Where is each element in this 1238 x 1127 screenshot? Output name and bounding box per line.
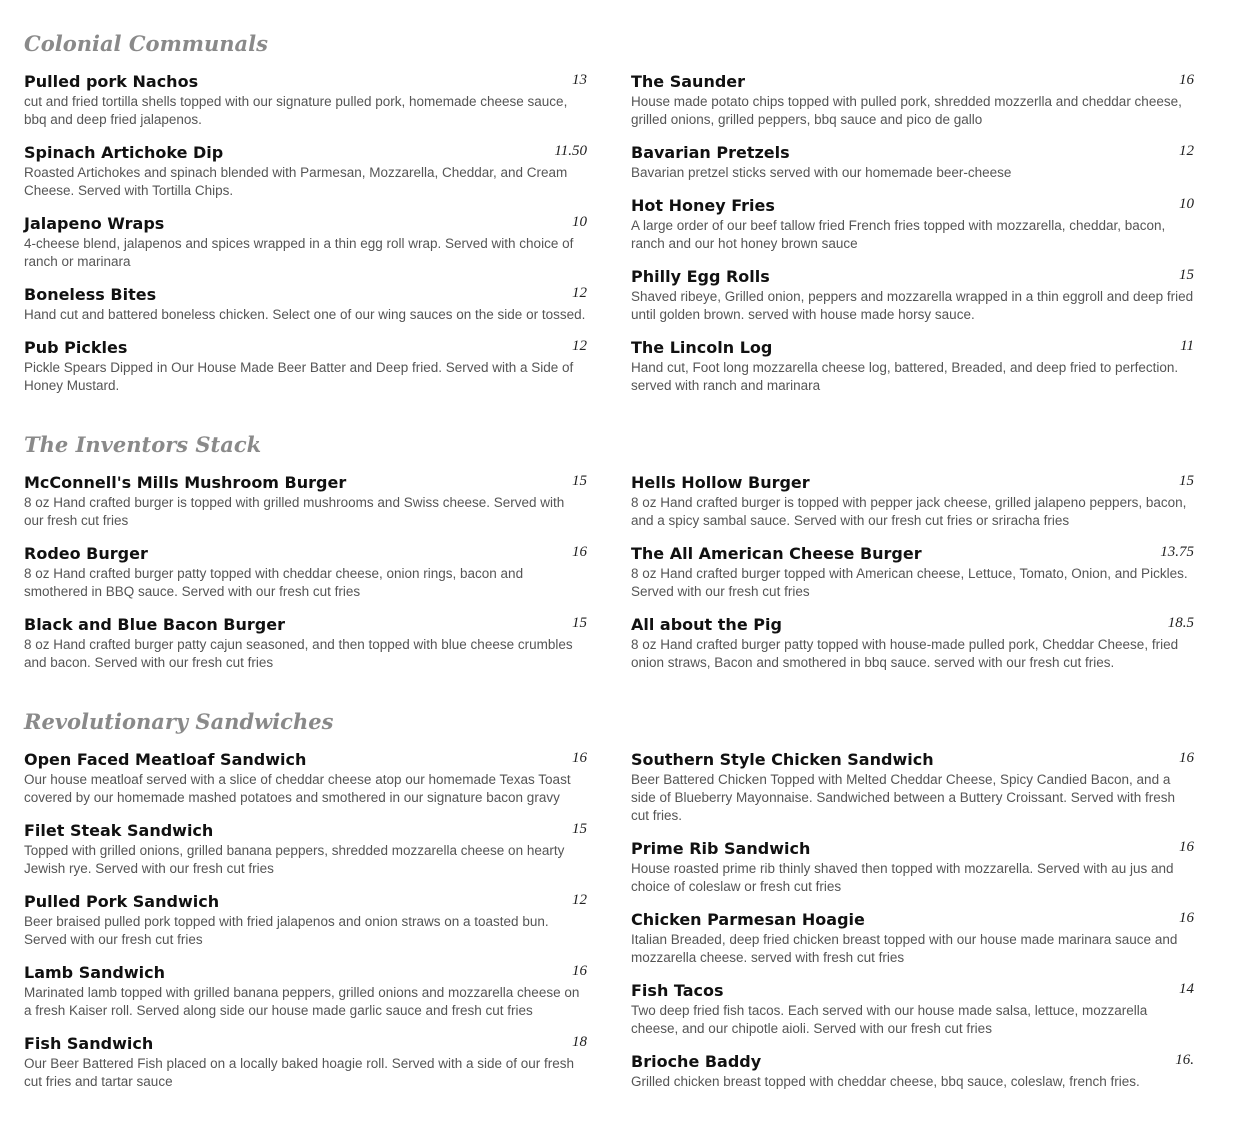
item-price: 15 — [1179, 267, 1194, 283]
item-price: 12 — [572, 285, 587, 301]
item-description: Marinated lamb topped with grilled banana peppers, grilled onions and mozzarella cheese on a fresh Kaiser roll. Served along side our house made garlic sauce and fresh cut fries — [24, 985, 580, 1018]
item-price: 15 — [572, 821, 587, 837]
item-description: 4-cheese blend, jalapenos and spices wrapped in a thin egg roll wrap. Served with choice of ranch or marinara — [24, 236, 574, 269]
item-name: McConnell's Mills Mushroom Burger — [24, 473, 347, 492]
item-description: Bavarian pretzel sticks served with our homemade beer-cheese — [631, 165, 1012, 180]
item-price: 12 — [1179, 143, 1194, 159]
item-price: 15 — [572, 615, 587, 631]
menu-item — [24, 750, 587, 807]
item-description: A large order of our beef tallow fried French fries topped with mozzarella, cheddar, bacon, ranch and our hot honey brown sauce — [631, 218, 1166, 251]
item-name: Fish Sandwich — [24, 1034, 154, 1053]
item-name: The Saunder — [631, 72, 746, 91]
item-description: Roasted Artichokes and spinach blended with Parmesan, Mozzarella, Cheddar, and Cream Cheese. Served with Tortilla Chips. — [24, 165, 568, 198]
item-name: All about the Pig — [631, 615, 782, 634]
item-price: 16 — [1179, 839, 1194, 855]
item-name: Open Faced Meatloaf Sandwich — [24, 750, 307, 769]
item-price: 13 — [572, 72, 587, 88]
item-price: 14 — [1179, 981, 1194, 997]
section-right-column — [631, 72, 1194, 409]
item-description: Shaved ribeye, Grilled onion, peppers and mozzarella wrapped in a thin eggroll and deep fried until golden brown. served with house made horsy sauce. — [631, 289, 1194, 322]
item-description: Italian Breaded, deep fried chicken breast topped with our house made marinara sauce and mozzarella cheese. served with fresh cut fries — [631, 932, 1178, 965]
item-price: 11 — [1180, 338, 1194, 354]
menu-section-colonial-communals — [24, 30, 1194, 409]
menu-item — [631, 981, 1194, 1038]
item-name: Philly Egg Rolls — [631, 267, 770, 286]
menu-item — [24, 72, 587, 129]
section-title: Revolutionary Sandwiches — [24, 709, 334, 734]
item-name: Jalapeno Wraps — [24, 214, 165, 233]
item-name: Pulled Pork Sandwich — [24, 892, 220, 911]
item-price: 16 — [1179, 910, 1194, 926]
item-price: 16 — [572, 544, 587, 560]
item-description: Pickle Spears Dipped in Our House Made Beer Batter and Deep fried. Served with a Side of Honey Mustard. — [24, 360, 574, 393]
item-name: The All American Cheese Burger — [631, 544, 922, 563]
section-left-column — [24, 750, 587, 1105]
section-right-column — [631, 750, 1194, 1105]
item-description: 8 oz Hand crafted burger patty topped with cheddar cheese, onion rings, bacon and smothered in BBQ sauce. Served with our fresh cut fries — [24, 566, 524, 599]
item-name: The Lincoln Log — [631, 338, 773, 357]
item-name: Pulled pork Nachos — [24, 72, 199, 91]
item-price: 16 — [1179, 750, 1194, 766]
item-name: Boneless Bites — [24, 285, 157, 304]
item-price: 16 — [1179, 72, 1194, 88]
section-left-column — [24, 72, 587, 409]
item-name: Spinach Artichoke Dip — [24, 143, 224, 162]
item-price: 10 — [1179, 196, 1194, 212]
item-description: Hand cut, Foot long mozzarella cheese log, battered, Breaded, and deep fried to perfection. served with ranch and marinara — [631, 360, 1179, 393]
item-description: Hand cut and battered boneless chicken. Select one of our wing sauces on the side or tossed. — [24, 307, 586, 322]
item-description: Our Beer Battered Fish placed on a locally baked hoagie roll. Served with a side of our fresh cut fries and tartar sauce — [24, 1056, 575, 1089]
menu-item — [24, 963, 587, 1020]
section-left-column — [24, 473, 587, 686]
item-name: Hot Honey Fries — [631, 196, 775, 215]
menu-item — [631, 143, 1194, 182]
menu-item — [631, 338, 1194, 395]
menu-item — [24, 473, 587, 530]
item-description: Beer Battered Chicken Topped with Melted Cheddar Cheese, Spicy Candied Bacon, and a side of Blueberry Mayonnaise. Sandwiched between a Buttery Croissant. Served with fresh cut fries. — [631, 772, 1176, 823]
menu-item — [24, 214, 587, 271]
item-description: House made potato chips topped with pulled pork, shredded mozzerlla and cheddar cheese, grilled onions, grilled peppers, bbq sauce and pico de gallo — [631, 94, 1182, 127]
menu-item — [24, 338, 587, 395]
item-price: 18.5 — [1167, 615, 1194, 631]
item-price: 12 — [572, 892, 587, 908]
section-right-column — [631, 473, 1194, 686]
item-price: 12 — [572, 338, 587, 354]
menu-section-revolutionary-sandwiches — [24, 708, 1194, 1105]
item-price: 16 — [572, 750, 587, 766]
item-name: Pub Pickles — [24, 338, 128, 357]
menu-item — [631, 615, 1194, 672]
item-description: Beer braised pulled pork topped with fried jalapenos and onion straws on a toasted bun. Served with our fresh cut fries — [24, 914, 549, 947]
item-name: Lamb Sandwich — [24, 963, 165, 982]
menu-item — [631, 473, 1194, 530]
item-description: cut and fried tortilla shells topped with our signature pulled pork, homemade cheese sauce, bbq and deep fried jalapenos. — [24, 94, 568, 127]
item-name: Prime Rib Sandwich — [631, 839, 811, 858]
item-price: 10 — [572, 214, 587, 230]
menu-item — [631, 72, 1194, 129]
item-description: Our house meatloaf served with a slice of cheddar cheese atop our homemade Texas Toast covered by our homemade mashed potatoes and smothered in our signature bacon gravy — [24, 772, 571, 805]
menu-item — [24, 143, 587, 200]
item-description: Two deep fried fish tacos. Each served with our house made salsa, lettuce, mozzarella cheese, and our chipotle aioli. Served with our fresh cut fries — [631, 1003, 1148, 1036]
item-description: 8 oz Hand crafted burger patty topped with house-made pulled pork, Cheddar Cheese, fried onion straws, Bacon and smothered in bbq sauce. served with our fresh cut fries. — [631, 637, 1179, 670]
item-name: Brioche Baddy — [631, 1052, 762, 1071]
menu-item — [631, 544, 1194, 601]
item-price: 15 — [1179, 473, 1194, 489]
menu-item — [631, 1052, 1194, 1091]
menu-page — [24, 30, 1194, 1127]
item-price: 13.75 — [1160, 544, 1194, 560]
menu-item — [24, 285, 587, 324]
item-name: Fish Tacos — [631, 981, 724, 1000]
item-price: 16. — [1175, 1052, 1194, 1068]
menu-item — [24, 892, 587, 949]
menu-section-inventors-stack — [24, 431, 1194, 686]
item-name: Southern Style Chicken Sandwich — [631, 750, 934, 769]
menu-item — [24, 821, 587, 878]
menu-item — [631, 750, 1194, 825]
menu-item — [24, 1034, 587, 1091]
menu-item — [24, 615, 587, 672]
item-price: 11.50 — [554, 143, 587, 159]
item-description: 8 oz Hand crafted burger is topped with pepper jack cheese, grilled jalapeno peppers, bacon, and a spicy sambal sauce. Served with our fresh cut fries or sriracha fries — [631, 495, 1187, 528]
item-price: 18 — [572, 1034, 587, 1050]
item-name: Black and Blue Bacon Burger — [24, 615, 285, 634]
item-name: Bavarian Pretzels — [631, 143, 790, 162]
menu-item — [631, 267, 1194, 324]
menu-item — [631, 910, 1194, 967]
menu-item — [631, 839, 1194, 896]
item-description: Grilled chicken breast topped with cheddar cheese, bbq sauce, coleslaw, french fries. — [631, 1074, 1140, 1089]
item-name: Filet Steak Sandwich — [24, 821, 214, 840]
item-price: 15 — [572, 473, 587, 489]
item-description: 8 oz Hand crafted burger patty cajun seasoned, and then topped with blue cheese crumbles and bacon. Served with our fresh cut fries — [24, 637, 573, 670]
menu-item — [24, 544, 587, 601]
item-description: 8 oz Hand crafted burger topped with American cheese, Lettuce, Tomato, Onion, and Pickles. Served with our fresh cut fries — [631, 566, 1188, 599]
item-name: Rodeo Burger — [24, 544, 148, 563]
item-name: Hells Hollow Burger — [631, 473, 810, 492]
menu-item — [631, 196, 1194, 253]
item-description: Topped with grilled onions, grilled banana peppers, shredded mozzarella cheese on hearty Jewish rye. Served with our fresh cut fries — [24, 843, 565, 876]
item-name: Chicken Parmesan Hoagie — [631, 910, 865, 929]
item-description: 8 oz Hand crafted burger is topped with grilled mushrooms and Swiss cheese. Served with our fresh cut fries — [24, 495, 565, 528]
item-description: House roasted prime rib thinly shaved then topped with mozzarella. Served with au jus and choice of coleslaw or fresh cut fries — [631, 861, 1174, 894]
item-price: 16 — [572, 963, 587, 979]
section-title: Colonial Communals — [24, 31, 268, 56]
section-title: The Inventors Stack — [24, 432, 262, 457]
